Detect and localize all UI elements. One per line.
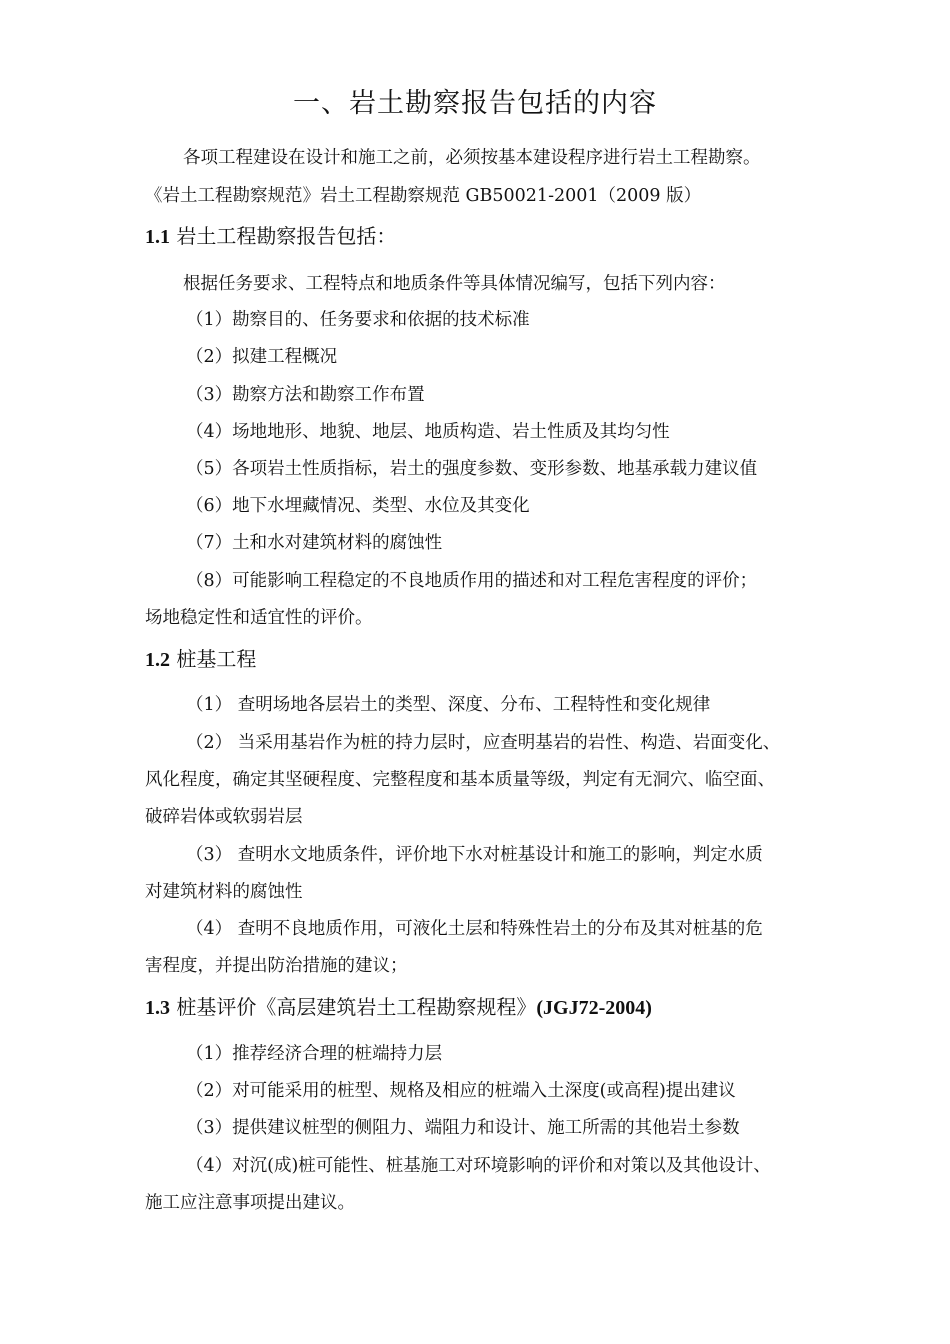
list-item-continuation: 场地稳定性和适宜性的评价。 <box>145 608 373 628</box>
list-item: （1）推荐经济合理的桩端持力层 <box>186 1044 443 1064</box>
section-1-1-lead: 根据任务要求、工程特点和地质条件等具体情况编写，包括下列内容： <box>183 274 726 294</box>
paragraph-2-line-3: 破碎岩体或软弱岩层 <box>145 807 303 827</box>
paragraph-1: （1） 查明场地各层岩土的类型、深度、分布、工程特性和变化规律 <box>186 695 711 715</box>
list-item: （1）勘察目的、任务要求和依据的技术标准 <box>186 310 530 330</box>
section-number: 1.3 <box>145 997 170 1019</box>
paragraph-3-line-1: （3） 查明水文地质条件，评价地下水对桩基设计和施工的影响，判定水质 <box>186 845 763 865</box>
intro-line-2: 《岩土工程勘察规范》岩土工程勘察规范 GB50021-2001（2009 版） <box>145 186 702 206</box>
intro-line-1: 各项工程建设在设计和施工之前，必须按基本建设程序进行岩土工程勘察。 <box>183 148 761 168</box>
list-item: （2）拟建工程概况 <box>186 347 338 367</box>
section-number: 1.2 <box>145 649 170 671</box>
section-heading-1-2 <box>145 644 825 675</box>
section-number: 1.1 <box>145 226 170 248</box>
paragraph-4-line-1: （4） 查明不良地质作用，可液化土层和特殊性岩土的分布及其对桩基的危 <box>186 919 763 939</box>
list-item: （3）勘察方法和勘察工作布置 <box>186 385 425 405</box>
list-item: （6）地下水埋藏情况、类型、水位及其变化 <box>186 496 530 516</box>
list-item: （7）土和水对建筑材料的腐蚀性 <box>186 533 443 553</box>
page-title: 一、岩土勘察报告包括的内容 <box>293 88 657 119</box>
list-item: （3）提供建议桩型的侧阻力、端阻力和设计、施工所需的其他岩土参数 <box>186 1118 740 1138</box>
standard-code: (JGJ72-2004) <box>536 997 652 1019</box>
section-heading-1-1 <box>145 221 825 252</box>
list-item: （4）场地地形、地貌、地层、地质构造、岩土性质及其均匀性 <box>186 422 670 442</box>
list-item-continuation: 施工应注意事项提出建议。 <box>145 1193 355 1213</box>
paragraph-4-line-2: 害程度，并提出防治措施的建议； <box>145 956 408 976</box>
section-title: 桩基工程 <box>176 647 257 671</box>
list-item: （4）对沉(成)桩可能性、桩基施工对环境影响的评价和对策以及其他设计、 <box>186 1156 771 1176</box>
paragraph-3-line-2: 对建筑材料的腐蚀性 <box>145 882 303 902</box>
list-item: （8）可能影响工程稳定的不良地质作用的描述和对工程危害程度的评价； <box>186 571 758 591</box>
paragraph-2-line-2: 风化程度，确定其坚硬程度、完整程度和基本质量等级，判定有无洞穴、临空面、 <box>145 770 775 790</box>
section-title: 岩土工程勘察报告包括： <box>176 224 397 248</box>
section-title: 桩基评价《高层建筑岩土工程勘察规程》 <box>176 995 537 1019</box>
paragraph-2-line-1: （2） 当采用基岩作为桩的持力层时，应查明基岩的岩性、构造、岩面变化、 <box>186 733 781 753</box>
section-heading-1-3 <box>145 992 825 1023</box>
list-item: （2）对可能采用的桩型、规格及相应的桩端入土深度(或高程)提出建议 <box>186 1081 736 1101</box>
list-item: （5）各项岩土性质指标，岩土的强度参数、变形参数、地基承载力建议值 <box>186 459 758 479</box>
